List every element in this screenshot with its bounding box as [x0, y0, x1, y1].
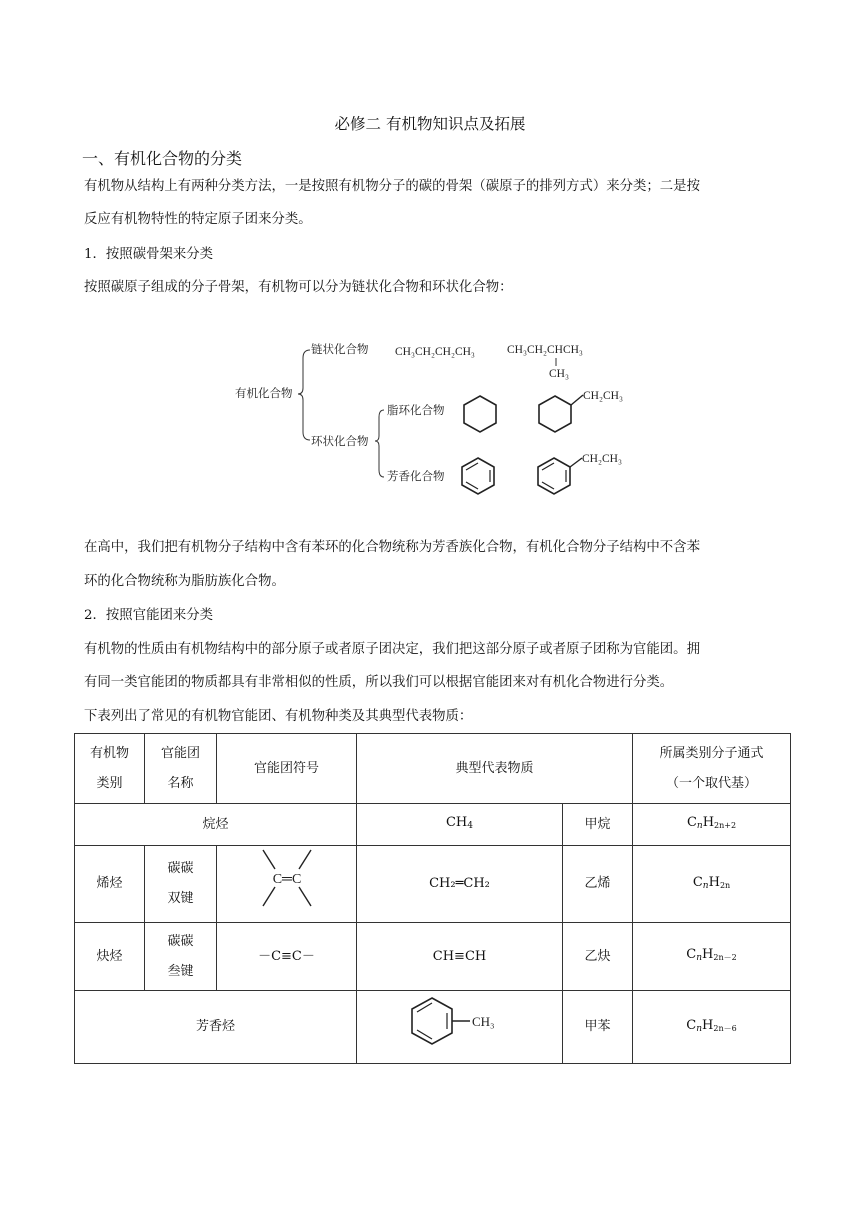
alkene-symbol-text: C═C	[272, 872, 301, 887]
toluene-methyl-label: CH₃	[471, 1014, 495, 1029]
table-row	[75, 991, 791, 1064]
subsection-text-1: 按照碳原子组成的分子骨架，有机物可以分为链状化合物和环状化合物：	[84, 280, 513, 295]
subsection-2-line-1: 有机物的性质由有机物结构中的部分原子或者原子团决定，我们把这部分原子或者原子团称为官能团。拥	[84, 642, 700, 657]
alkene-structure	[247, 846, 327, 910]
subsection-2-line-2: 有同一类官能团的物质都具有非常相似的性质，所以我们可以根据官能团来对有机化合物进行分类。	[84, 675, 674, 690]
row-alkyne-formula: CH≡CH	[357, 923, 563, 991]
row-alkene-fg-name: 碳碳 双键	[145, 846, 217, 923]
ethyl-bond-2	[570, 458, 582, 467]
header-representative: 典型代表物质	[357, 734, 633, 804]
ethyl-label-2: CH₂CH₃	[582, 453, 622, 465]
main-brace	[298, 350, 310, 440]
row-alkene-category: 烯烃	[75, 846, 145, 923]
ethyl-label-1: CH₂CH₃	[583, 390, 623, 402]
row-alkene-formula: CH₂═CH₂	[357, 846, 563, 923]
row-alkene-general: $C_nH_{2n}$	[633, 846, 791, 923]
after-diagram-line-2: 环的化合物统称为脂肪族化合物。	[84, 574, 285, 589]
toluene-structure	[400, 991, 520, 1051]
functional-group-table	[74, 733, 791, 1064]
row-aromatic-general: $C_nH_{2n-6}$	[633, 991, 791, 1064]
intro-line-2: 反应有机物特性的特定原子团来分类。	[84, 212, 312, 227]
row-aromatic-structure	[357, 991, 563, 1064]
cyclohexane-ring	[464, 396, 496, 432]
subsection-heading-2: 2．按照官能团来分类	[84, 608, 214, 623]
after-diagram-line-1: 在高中，我们把有机物分子结构中含有苯环的化合物统称为芳香族化合物，有机化合物分子结构中不含苯	[84, 540, 700, 555]
classification-diagram	[0, 330, 860, 500]
row-alkane-formula: $CH_4$	[357, 804, 563, 846]
row-alkene-fg-symbol	[217, 846, 357, 923]
row-alkene-name: 乙烯	[563, 846, 633, 923]
intro-line-1: 有机物从结构上有两种分类方法，一是按照有机物分子的碳的骨架（碳原子的排列方式）来分类；二是按	[84, 179, 700, 194]
diagram-alicyclic-label: 脂环化合物	[387, 403, 445, 417]
ring-brace	[375, 410, 384, 477]
ethylcyclohexane-ring	[539, 396, 571, 432]
header-general-formula: 所属类别分子通式 （一个取代基）	[633, 734, 791, 804]
page-title: 必修二 有机物知识点及拓展	[334, 115, 526, 133]
chain-example-branch: CH₃	[549, 368, 569, 380]
benzene-inner-guide	[466, 463, 490, 489]
row-alkyne-category: 炔烃	[75, 923, 145, 991]
header-fg-name: 官能团 名称	[145, 734, 217, 804]
row-aromatic-category: 芳香烃	[75, 991, 357, 1064]
row-alkane-category: 烷烃	[75, 804, 357, 846]
table-row	[75, 804, 791, 846]
ethyl-bond-1	[571, 395, 583, 405]
table-intro: 下表列出了常见的有机物官能团、有机物种类及其典型代表物质：	[84, 709, 473, 724]
section-heading: 一、有机化合物的分类	[82, 149, 243, 168]
row-alkyne-name: 乙炔	[563, 923, 633, 991]
diagram-root-label: 有机化合物	[235, 386, 293, 400]
chain-example-butane: CH₃CH₂CH₂CH₃	[395, 346, 475, 358]
row-alkane-name: 甲烷	[563, 804, 633, 846]
row-alkyne-fg-name: 碳碳 叁键	[145, 923, 217, 991]
diagram-chain-label: 链状化合物	[311, 342, 369, 356]
row-alkyne-general: $C_nH_{2n-2}$	[633, 923, 791, 991]
chain-example-isobutane: CH₃CH₂CHCH₃	[507, 344, 583, 356]
row-alkyne-fg-symbol: －C≡C－	[217, 923, 357, 991]
diagram-aromatic-label: 芳香化合物	[387, 469, 445, 483]
subsection-heading-1: 1．按照碳骨架来分类	[84, 247, 214, 262]
header-category: 有机物 类别	[75, 734, 145, 804]
table-row	[75, 923, 791, 991]
table-header-row	[75, 734, 791, 804]
diagram-ring-label: 环状化合物	[311, 434, 369, 448]
row-aromatic-name: 甲苯	[563, 991, 633, 1064]
table-row	[75, 846, 791, 923]
row-alkane-general: $C_nH_{2n+2}$	[633, 804, 791, 846]
header-fg-symbol: 官能团符号	[217, 734, 357, 804]
